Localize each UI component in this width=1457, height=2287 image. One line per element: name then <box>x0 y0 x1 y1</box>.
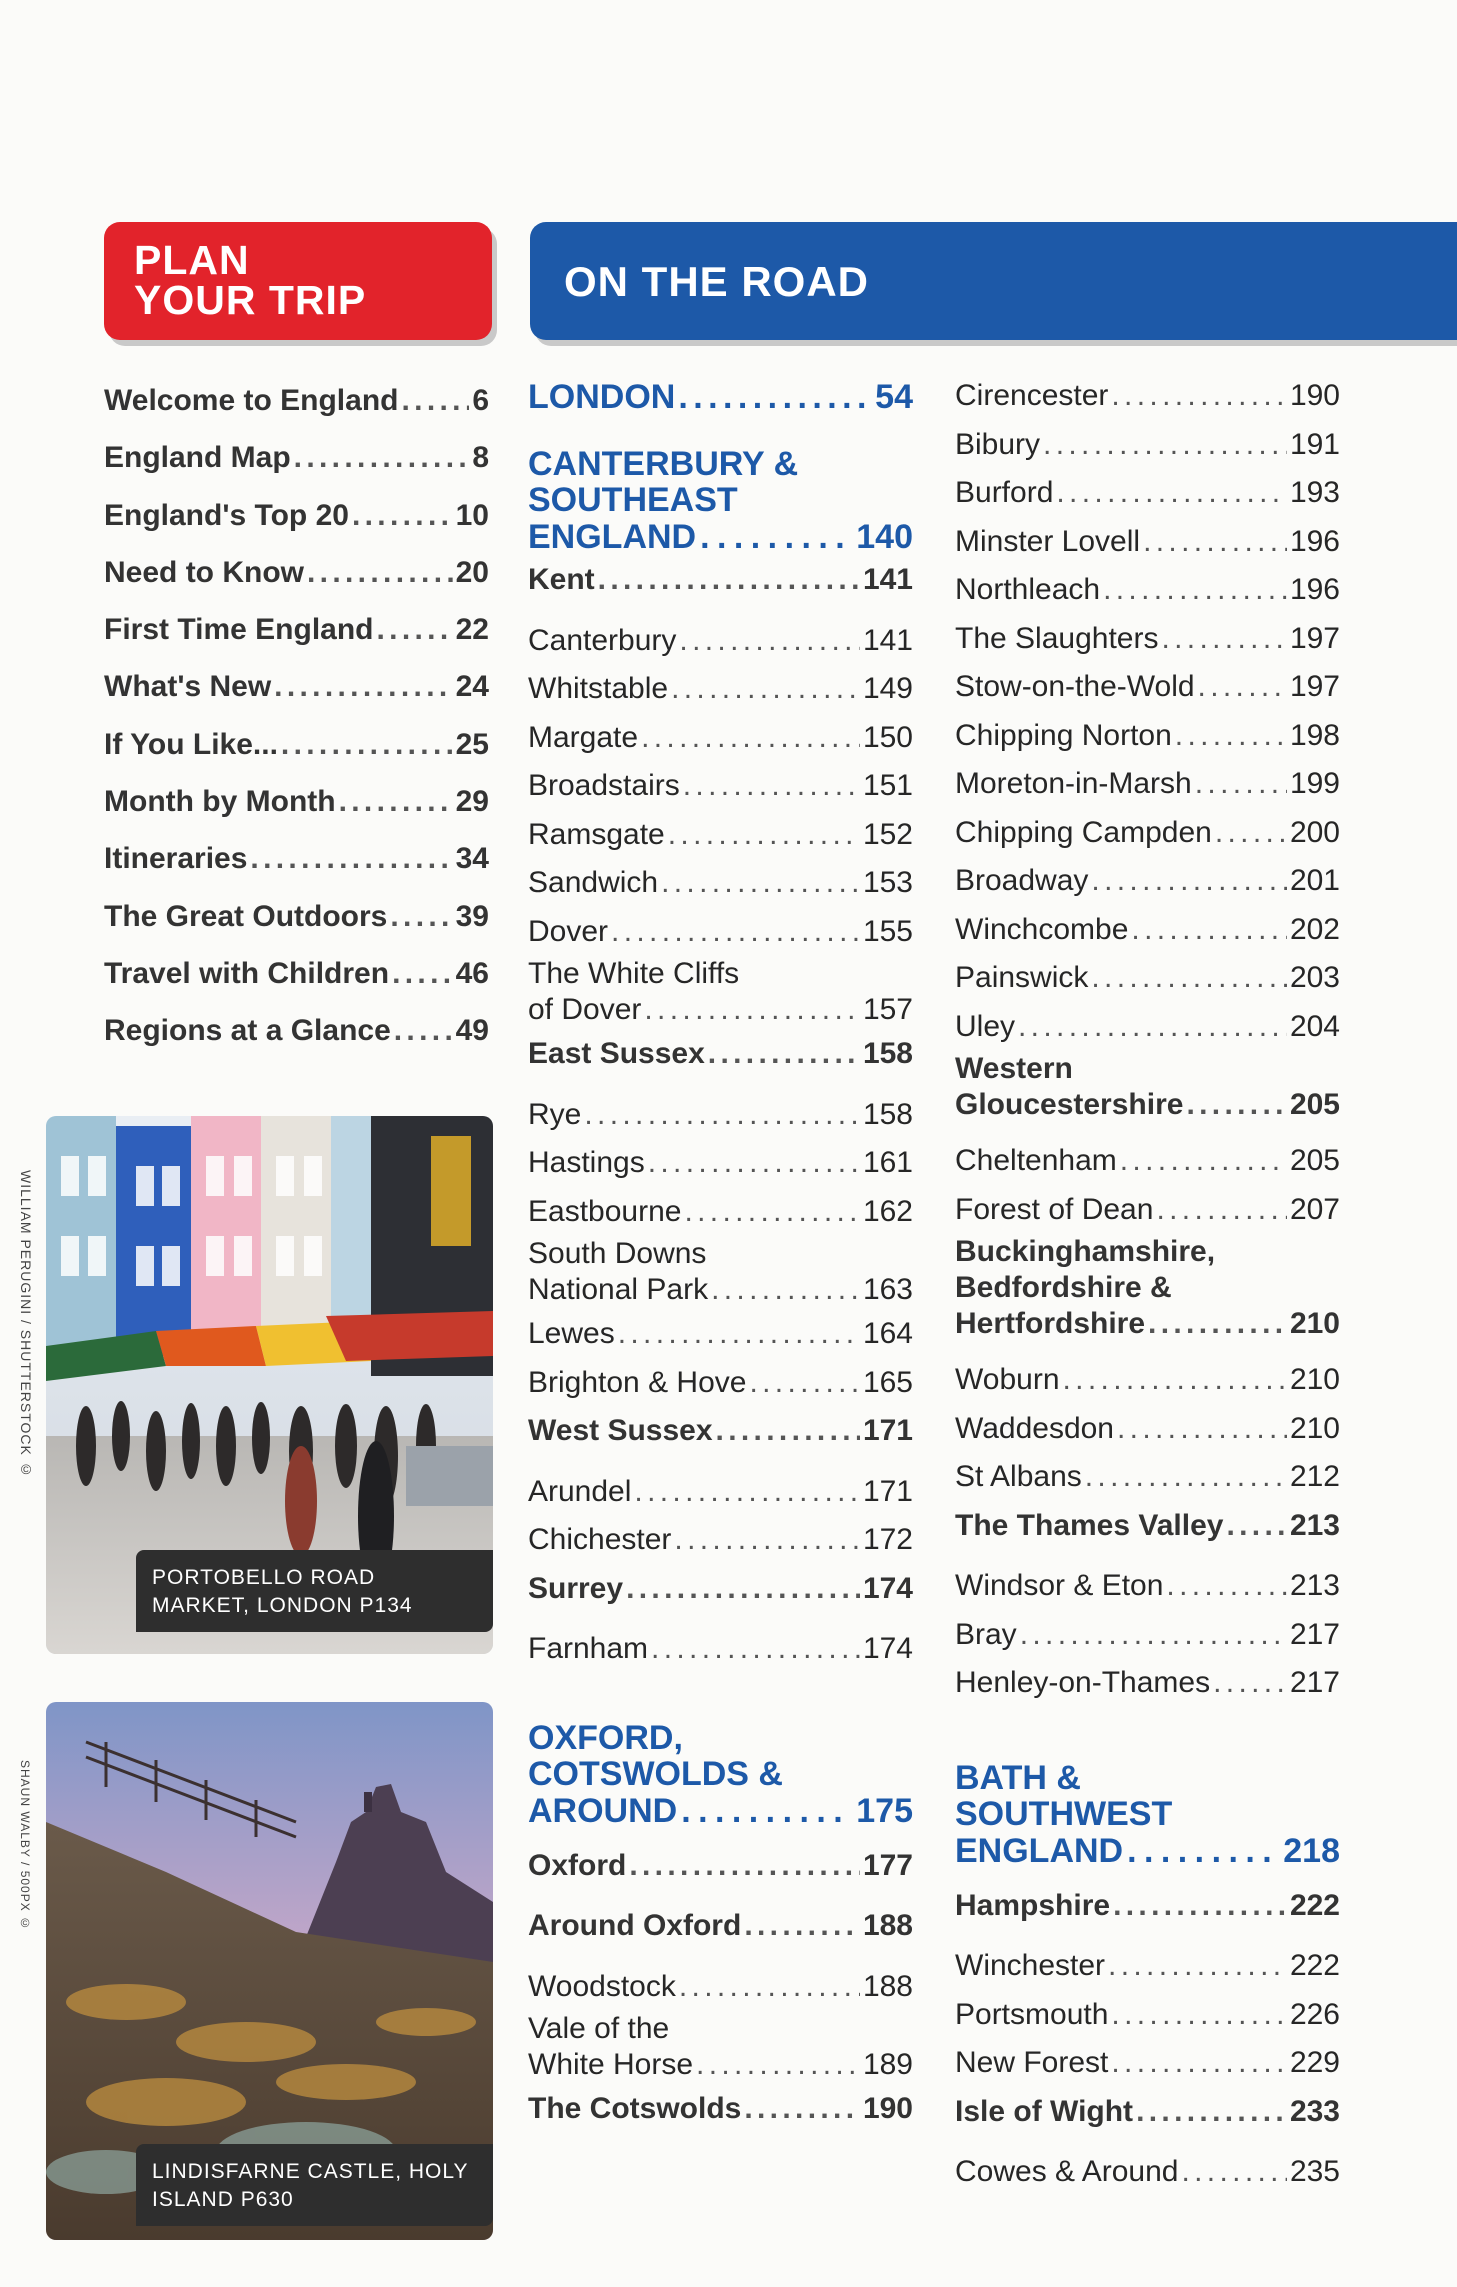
toc-entry[interactable]: Burford . . . 193 <box>955 469 1340 518</box>
toc-entry-bucks[interactable]: Buckinghamshire, Bedfordshire & Hertfordshire . . . 210 <box>955 1234 1340 1344</box>
toc-entry[interactable]: Whitstable . . . 149 <box>528 665 913 714</box>
toc-entry[interactable]: Farnham . . . 174 <box>528 1625 913 1674</box>
toc-entry[interactable]: Minster Lovell . . . 196 <box>955 518 1340 567</box>
toc-entry[interactable]: Broadstairs . . . 151 <box>528 762 913 811</box>
toc-entry[interactable]: Rye . . . 158 <box>528 1091 913 1140</box>
toc-entry[interactable]: Waddesdon . . . 210 <box>955 1405 1340 1454</box>
toc-entry[interactable] <box>104 830 489 887</box>
toc-title: Regions at a Glance <box>104 1014 391 1048</box>
photo-credit: WILLIAM PERUGINI / SHUTTERSTOCK © <box>18 1170 34 1478</box>
toc-title: Month by Month <box>104 785 336 819</box>
toc-page: 39 <box>455 899 489 933</box>
toc-entry[interactable]: Windsor & Eton . . . 213 <box>955 1562 1340 1611</box>
on-the-road-title: ON THE ROAD <box>564 258 869 305</box>
toc-entry[interactable]: Cowes & Around . . . 235 <box>955 2148 1340 2197</box>
toc-title: First Time England <box>104 613 374 647</box>
toc-entry[interactable]: Eastbourne . . . 162 <box>528 1188 913 1237</box>
portobello-road-photo <box>46 1116 493 1654</box>
toc-entry[interactable]: Bray . . . 217 <box>955 1611 1340 1660</box>
toc-entry-surrey[interactable]: Surrey . . . 174 <box>528 1565 913 1614</box>
toc-page: 49 <box>455 1014 489 1048</box>
plan-header-line1: PLAN <box>134 237 250 283</box>
toc-entry[interactable]: Cirencester . . . 190 <box>955 372 1340 421</box>
toc-entry[interactable]: Ramsgate . . . 152 <box>528 811 913 860</box>
on-the-road-header <box>530 222 1457 340</box>
toc-entry[interactable]: Woodstock . . . 188 <box>528 1963 913 2012</box>
plan-your-trip-header <box>104 222 492 340</box>
toc-page: 20 <box>455 555 489 589</box>
toc-title: Welcome to England <box>104 384 399 417</box>
toc-entry[interactable]: Sandwich . . . 153 <box>528 859 913 908</box>
toc-entry[interactable]: Chichester . . . 172 <box>528 1516 913 1565</box>
toc-entry[interactable]: Broadway . . . 201 <box>955 857 1340 906</box>
toc-entry[interactable]: Painswick . . . 203 <box>955 954 1340 1003</box>
toc-title: The Great Outdoors <box>104 899 388 933</box>
toc-title: Travel with Children <box>104 956 390 990</box>
toc-title: What's New <box>104 670 272 704</box>
toc-page: 10 <box>455 498 489 532</box>
toc-entry[interactable] <box>104 429 489 486</box>
on-the-road-column-2 <box>955 372 1340 2197</box>
toc-entry[interactable]: Uley . . . 204 <box>955 1003 1340 1052</box>
toc-page: 46 <box>455 956 489 990</box>
toc-entry[interactable] <box>104 487 489 544</box>
toc-page: 6 <box>472 384 489 417</box>
toc-entry[interactable]: Winchcombe . . . 202 <box>955 906 1340 955</box>
toc-entry-hampshire[interactable]: Hampshire . . . 222 <box>955 1882 1340 1931</box>
toc-entry[interactable] <box>104 945 489 1002</box>
toc-title: If You Like... <box>104 727 278 761</box>
toc-entry[interactable]: Dover . . . 155 <box>528 908 913 957</box>
toc-entry[interactable]: New Forest . . . 229 <box>955 2039 1340 2088</box>
toc-entry[interactable]: Forest of Dean . . . 207 <box>955 1186 1340 1235</box>
region-canterbury[interactable]: CANTERBURY & SOUTHEAST ENGLAND . . . 140 <box>528 446 913 556</box>
toc-entry[interactable]: Chipping Norton . . . 198 <box>955 712 1340 761</box>
toc-title: Need to Know <box>104 555 304 589</box>
toc-entry-oxford[interactable]: Oxford . . . 177 <box>528 1842 913 1891</box>
toc-entry[interactable]: The Slaughters . . . 197 <box>955 615 1340 664</box>
toc-entry[interactable]: Arundel . . . 171 <box>528 1468 913 1517</box>
region-oxford[interactable]: OXFORD, COTSWOLDS & AROUND . . . 175 <box>528 1720 913 1830</box>
toc-entry[interactable]: Stow-on-the-Wold . . . 197 <box>955 663 1340 712</box>
plan-header-line2: YOUR TRIP <box>134 277 367 323</box>
toc-entry[interactable] <box>104 601 489 658</box>
toc-entry[interactable]: Margate . . . 150 <box>528 714 913 763</box>
toc-page: 29 <box>455 785 489 819</box>
toc-entry-thames[interactable]: The Thames Valley . . . 213 <box>955 1502 1340 1551</box>
toc-entry-cotswolds[interactable]: The Cotswolds . . . 190 <box>528 2085 913 2134</box>
toc-entry-isle-of-wight[interactable]: Isle of Wight . . . 233 <box>955 2088 1340 2137</box>
photo-caption: LINDISFARNE CASTLE, HOLY ISLAND P630 <box>136 2144 493 2226</box>
toc-entry[interactable] <box>104 544 489 601</box>
toc-entry[interactable]: Canterbury . . . 141 <box>528 617 913 666</box>
toc-entry[interactable]: Woburn . . . 210 <box>955 1356 1340 1405</box>
toc-entry-kent[interactable]: Kent . . . 141 <box>528 556 913 605</box>
on-the-road-column-1 <box>528 372 913 2134</box>
toc-entry[interactable]: Chipping Campden . . . 200 <box>955 809 1340 858</box>
photo-credit: SHAUN WALBY / 500PX © <box>18 1760 32 1932</box>
toc-page: 8 <box>472 441 489 475</box>
toc-entry[interactable] <box>104 888 489 945</box>
toc-entry[interactable]: Northleach . . . 196 <box>955 566 1340 615</box>
region-london[interactable]: LONDON . . . 54 <box>528 372 913 422</box>
plan-trip-list <box>104 372 489 1060</box>
toc-title: England's Top 20 <box>104 498 349 532</box>
toc-entry[interactable] <box>104 1002 489 1059</box>
toc-entry[interactable]: Brighton & Hove . . . 165 <box>528 1359 913 1408</box>
toc-entry[interactable] <box>104 716 489 773</box>
toc-entry[interactable]: Portsmouth . . . 226 <box>955 1991 1340 2040</box>
toc-page: 24 <box>455 670 489 704</box>
toc-entry[interactable]: St Albans . . . 212 <box>955 1453 1340 1502</box>
toc-entry-white-cliffs[interactable]: The White Cliffs of Dover . . . 157 <box>528 956 913 1030</box>
toc-entry[interactable]: Winchester . . . 222 <box>955 1942 1340 1991</box>
photo-caption: PORTOBELLO ROAD MARKET, LONDON P134 <box>136 1550 493 1632</box>
toc-entry[interactable]: Lewes . . . 164 <box>528 1310 913 1359</box>
toc-page: 34 <box>455 842 489 876</box>
toc-entry[interactable]: Hastings . . . 161 <box>528 1139 913 1188</box>
toc-entry[interactable] <box>104 372 489 429</box>
toc-entry-vale[interactable]: Vale of the White Horse . . . 189 <box>528 2011 913 2085</box>
toc-entry[interactable]: Henley-on-Thames . . . 217 <box>955 1659 1340 1708</box>
toc-page: 22 <box>455 613 489 647</box>
toc-entry[interactable] <box>104 773 489 830</box>
lindisfarne-photo <box>46 1702 493 2240</box>
toc-title: England Map <box>104 441 291 475</box>
region-bath[interactable]: BATH & SOUTHWEST ENGLAND . . . 218 <box>955 1760 1340 1870</box>
toc-page: 25 <box>455 727 489 761</box>
toc-entry-west-sussex[interactable]: West Sussex . . . 171 <box>528 1407 913 1456</box>
toc-entry-east-sussex[interactable]: East Sussex . . . 158 <box>528 1030 913 1079</box>
toc-title: Itineraries <box>104 842 248 876</box>
toc-entry[interactable]: Cheltenham . . . 205 <box>955 1137 1340 1186</box>
toc-entry[interactable] <box>104 658 489 715</box>
toc-entry-western-glos[interactable]: Western Gloucestershire . . . 205 <box>955 1051 1340 1125</box>
toc-entry[interactable]: Moreton-in-Marsh . . . 199 <box>955 760 1340 809</box>
toc-entry-south-downs[interactable]: South Downs National Park . . . 163 <box>528 1236 913 1310</box>
toc-entry[interactable]: Bibury . . . 191 <box>955 421 1340 470</box>
toc-entry-around-oxford[interactable]: Around Oxford . . . 188 <box>528 1902 913 1951</box>
